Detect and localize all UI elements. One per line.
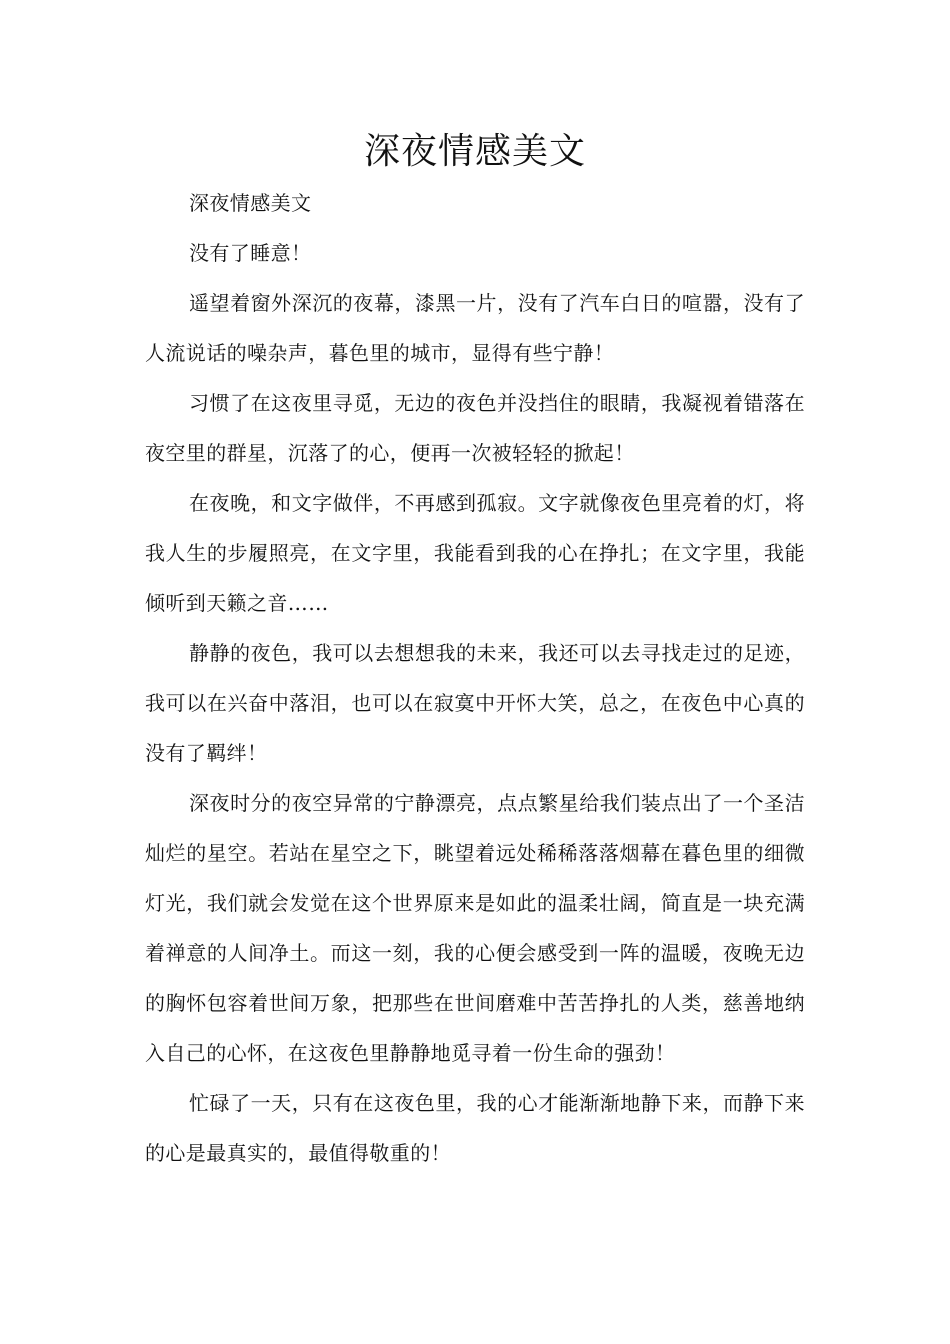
- paragraph: 习惯了在这夜里寻觅，无边的夜色并没挡住的眼睛，我凝视着错落在夜空里的群星，沉落了的心，便再一次被轻轻的掀起！: [145, 391, 805, 465]
- document-title: 深夜情感美文: [363, 131, 586, 172]
- paragraph: 在夜晚，和文字做伴，不再感到孤寂。文字就像夜色里亮着的灯，将我人生的步履照亮，在文字里，我能看到我的心在挣扎；在文字里，我能倾听到天籁之音……: [145, 491, 805, 615]
- paragraph: 深夜时分的夜空异常的宁静漂亮，点点繁星给我们装点出了一个圣洁灿烂的星空。若站在星空之下，眺望着远处稀稀落落烟幕在暮色里的细微灯光，我们就会发觉在这个世界原来是如此的温柔壮阔，简直是一块充满着禅意的人间净土。而这一刻，我的心便会感受到一阵的温暖，夜晚无边的胸怀包容着世间万象，把那些在世间磨难中苦苦挣扎的人类，慈善地纳入自己的心怀，在这夜色里静静地觅寻着一份生命的强劲！: [145, 791, 805, 1065]
- paragraph: 遥望着窗外深沉的夜幕，漆黑一片，没有了汽车白日的喧嚣，没有了人流说话的噪杂声，暮色里的城市，显得有些宁静！: [145, 291, 805, 365]
- document-body: [145, 178, 805, 1178]
- paragraph: 深夜情感美文: [189, 191, 312, 215]
- paragraph: 忙碌了一天，只有在这夜色里，我的心才能渐渐地静下来，而静下来的心是最真实的，最值得敬重的！: [145, 1091, 805, 1165]
- paragraph: 没有了睡意！: [189, 241, 312, 265]
- paragraph: 静静的夜色，我可以去想想我的未来，我还可以去寻找走过的足迹，我可以在兴奋中落泪，也可以在寂寞中开怀大笑，总之，在夜色中心真的没有了羁绊！: [145, 641, 805, 765]
